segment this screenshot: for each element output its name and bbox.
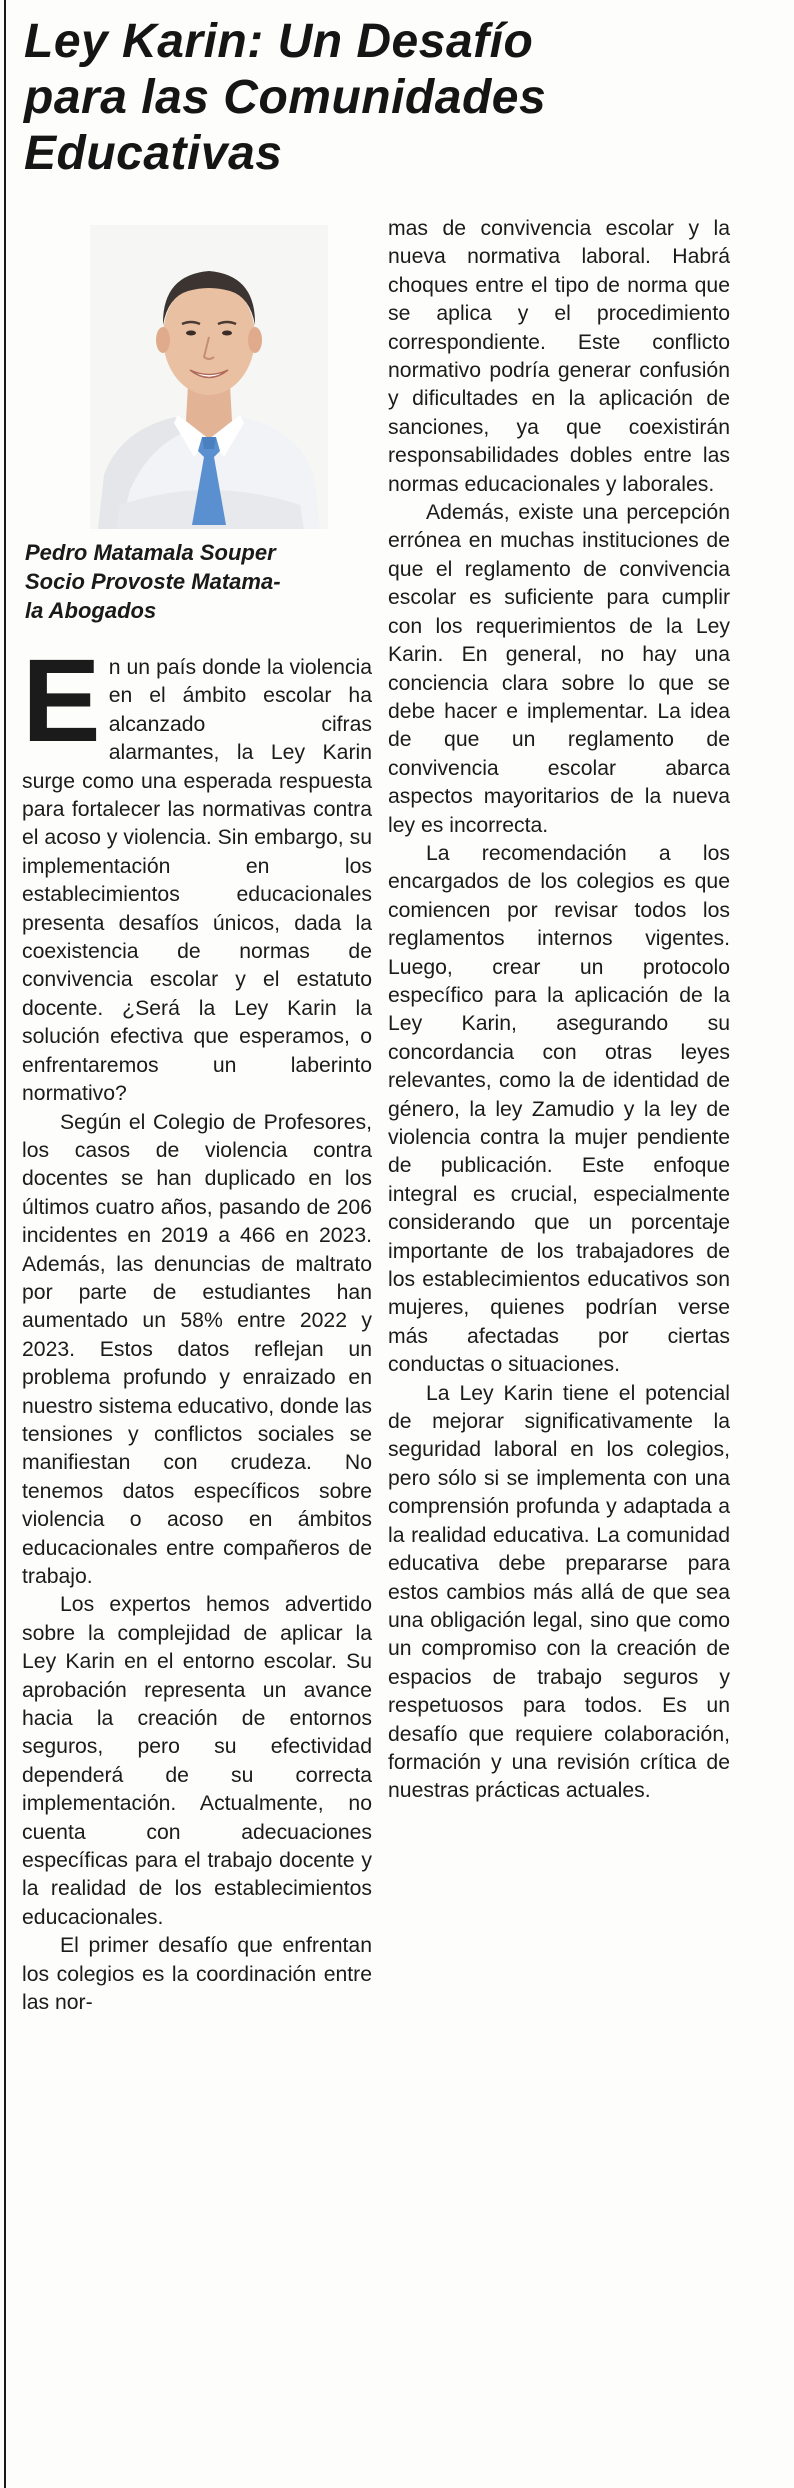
- paragraph-6: La recomendación a los encargados de los colegios es que comiencen por revisar todos los reglamentos internos vigentes. Luego, crear un protocolo específico para la aplicación de la Ley Karin, asegurando su concordancia con otras leyes relevantes, como la de identidad de género, la ley Zamudio y la ley de violencia contra la mujer pendiente de publicación. Este enfoque integral es crucial, especialmente considerando que un porcentaje importante de los trabajadores de los establecimientos educativos son mujeres, quienes podrían verse más afectadas por ciertas conductas o situaciones.: [388, 841, 730, 1377]
- article-column-2: [388, 215, 730, 1806]
- paragraph-2: Según el Colegio de Profesores, los casos de violencia contra docentes se han duplicado en los últimos cuatro años, pasando de 206 incidentes en 2019 a 466 en 2023. Además, las denuncias de maltrato por parte de estudiantes han aumentado un 58% entre 2022 y 2023. Estos datos reflejan un problema profundo y enraizado en nuestro sistema educativo, donde las tensiones y conflictos sociales se manifiestan con crudeza. No tenemos datos específicos sobre violencia o acoso en ámbitos educacionales entre compañeros de trabajo.: [22, 1110, 372, 1588]
- paragraph-4: El primer desafío que enfrentan los colegios es la coordinación entre las nor-: [22, 1934, 372, 2015]
- paragraph-7: La Ley Karin tiene el potencial de mejorar significativamente la seguridad laboral en los colegios, pero sólo si se implementa con una comprensión profunda y adaptada a la realidad educativa. La comunidad educativa debe prepararse para estos cambios más allá de que sea una obligación legal, sino que como un compromiso con la creación de espacios de trabajo seguros y respetuosos para todos. Es un desafío que requiere colaboración, formación y una revisión crítica de nuestras prácticas actuales.: [388, 1381, 730, 1803]
- left-column-rule: [4, 0, 6, 2488]
- author-role-line-2: la Abogados: [25, 598, 157, 623]
- author-photo: [90, 225, 328, 529]
- paragraph-5: Además, existe una percepción errónea en muchas instituciones de que el reglamento de convivencia escolar es suficiente para cumplir con los requerimientos de la Ley Karin. En general, no hay una conciencia clara sobre lo que se debe hacer e implementar. La idea de que un reglamento de convivencia escolar abarca aspectos mayoritarios de la nueva ley es incorrecta.: [388, 501, 730, 837]
- title-line-3: Educativas: [24, 127, 283, 180]
- article-column-1: [22, 635, 372, 2018]
- paragraph-4-continued: mas de convivencia escolar y la nueva normativa laboral. Habrá choques entre el tipo de norma que se aplica y el procedimiento correspondiente. Este conflicto normativo podría generar confusión y dificultades en la aplicación de sanciones, ya que coexistirán responsabilidades dobles entre las normas educacionales y laborales.: [388, 217, 730, 496]
- paragraph-3: Los expertos hemos advertido sobre la complejidad de aplicar la Ley Karin en el entorno escolar. Su aprobación representa un avance hacia la creación de entornos seguros, pero su efectividad dependerá de su correcta implementación. Actualmente, no cuenta con adecuaciones específicas para el trabajo docente y la realidad de los establecimientos educacionales.: [22, 1593, 372, 1929]
- author-portrait-illustration: [90, 225, 328, 529]
- article-title: [24, 14, 584, 182]
- title-line-1: Ley Karin: Un Desafío: [24, 15, 534, 68]
- author-byline: [25, 538, 375, 625]
- author-role-line-1: Socio Provoste Matama-: [25, 569, 281, 594]
- drop-cap: E: [22, 635, 101, 767]
- title-line-2: para las Comunidades: [24, 71, 547, 124]
- author-name: Pedro Matamala Souper: [25, 540, 276, 565]
- paragraph-1: [22, 635, 372, 1109]
- paragraph-1-text: n un país donde la violencia en el ámbito escolar ha alcanzado cifras alarmantes, la Ley Karin surge como una esperada respuesta para fortalecer las normativas contra el acoso y violencia. Sin embargo, su implementación en los establecimientos educacionales presenta desafíos únicos, dada la coexistencia de normas de convivencia escolar y el estatuto docente. ¿Será la Ley Karin la solución efectiva que esperamos, o enfrentaremos un laberinto normativo?: [22, 656, 372, 1106]
